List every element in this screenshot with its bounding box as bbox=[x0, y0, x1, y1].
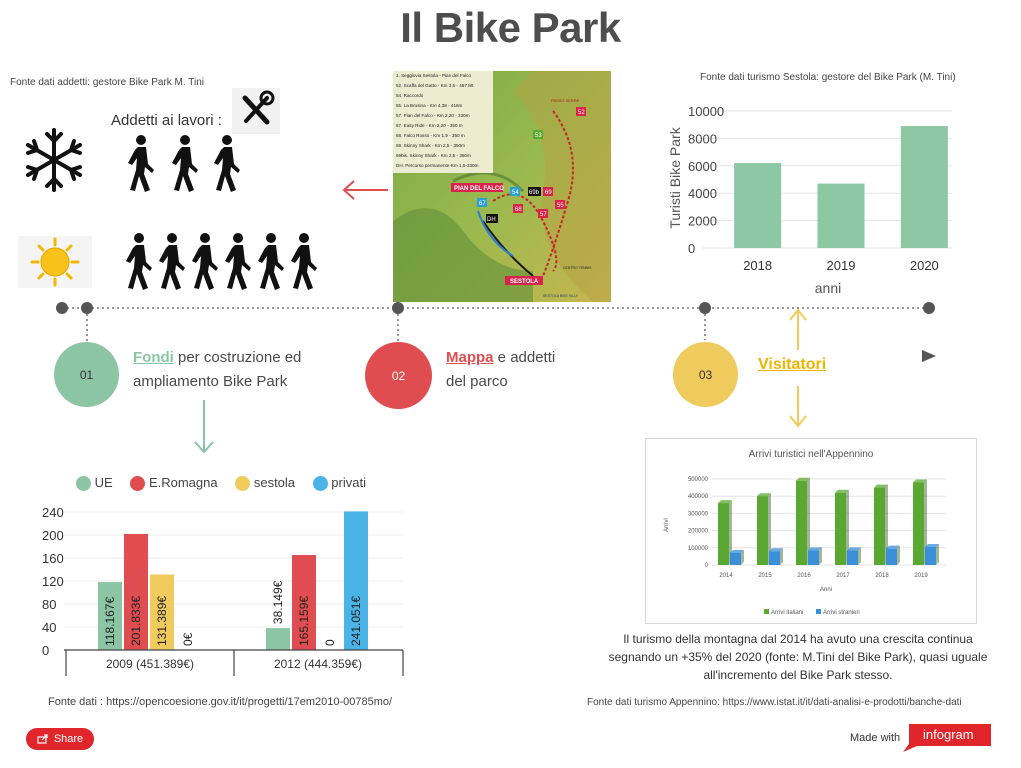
timeline-dot bbox=[392, 302, 404, 314]
bar bbox=[718, 503, 729, 565]
legend-item-eromagna: E.Romagna bbox=[130, 475, 217, 490]
bars bbox=[734, 126, 948, 248]
tourism-text: Il turismo della montagna dal 2014 ha avuto una crescita continua segnando un +35% del 2020 (fonte: M.Tini del Bike Park), quasi uguale all'incremento del Bike Park stesso. bbox=[608, 632, 988, 682]
x-tick-label: 2018 bbox=[743, 258, 773, 273]
walker-icon bbox=[225, 233, 251, 290]
data-label: 165.159€ bbox=[297, 595, 311, 646]
share-icon bbox=[37, 734, 48, 744]
step-03-circle[interactable]: 03 bbox=[673, 342, 738, 407]
x-tick-label: 2015 bbox=[758, 573, 772, 579]
funds-legend bbox=[76, 475, 366, 491]
sun-icon bbox=[18, 236, 92, 288]
y-axis-label: Arrivi bbox=[664, 518, 670, 532]
data-label: 0 bbox=[323, 639, 337, 646]
bar-side bbox=[897, 546, 900, 565]
timeline-dot bbox=[699, 302, 711, 314]
made-with-label: Made with bbox=[850, 732, 901, 744]
x-axis-ticks bbox=[743, 258, 939, 273]
staff-label: Addetti ai lavori : bbox=[111, 112, 222, 129]
map-trail-52: 52 bbox=[578, 110, 585, 116]
y-tick-label: 400000 bbox=[687, 494, 708, 501]
bike-park-tourists-chart bbox=[662, 98, 972, 303]
legend-item-ue: UE bbox=[76, 475, 113, 490]
timeline bbox=[50, 298, 950, 322]
bar bbox=[874, 488, 885, 565]
step-02-line2: del parco bbox=[446, 373, 508, 390]
x-tick-label: 2016 bbox=[797, 573, 811, 579]
arrow-left-icon bbox=[340, 178, 390, 202]
map-legend-item: DH. Percorso permanente-Km 1,5-330m bbox=[396, 163, 479, 168]
arrow-down-icon bbox=[193, 398, 215, 456]
data-label: 131.389€ bbox=[155, 595, 169, 646]
bar-side bbox=[858, 547, 861, 565]
y-gridlines bbox=[712, 479, 946, 565]
funds-source: Fonte dati : https://opencoesione.gov.it/it/progetti/17em2010-00785mo/ bbox=[48, 696, 393, 708]
step-01-line2: ampliamento Bike Park bbox=[133, 373, 288, 390]
summer-staff-icons bbox=[124, 232, 324, 292]
legend-item-privati: privati bbox=[313, 475, 366, 490]
map-legend-item: 67. Easy Ride - Km 2,20 - 350 m bbox=[396, 123, 463, 128]
map-trail-57: 57 bbox=[540, 212, 547, 218]
x-tick-label: 2014 bbox=[719, 573, 733, 579]
y-tick-label: 40 bbox=[42, 620, 57, 635]
x-tick-label: 2020 bbox=[909, 258, 939, 273]
trail-map[interactable] bbox=[393, 71, 611, 302]
data-label: 241.051€ bbox=[349, 595, 363, 646]
map-trail-68: 68 bbox=[515, 207, 522, 213]
bar bbox=[818, 184, 865, 248]
y-tick-label: 0 bbox=[688, 241, 696, 256]
map-trail-54: 54 bbox=[512, 190, 519, 196]
x-axis-label: Anni bbox=[819, 587, 833, 593]
y-tick-label: 120 bbox=[42, 574, 64, 589]
y-tick-label: 0 bbox=[704, 563, 708, 569]
tourism-appennino-source: Fonte dati turismo Appennino: https://www.istat.it/it/dati-analisi-e-prodotti/banche-dati bbox=[587, 697, 962, 708]
map-trail-dh: DH bbox=[487, 217, 496, 223]
appennino-legend bbox=[764, 609, 860, 616]
walker-icon bbox=[172, 135, 198, 192]
connector bbox=[700, 314, 710, 340]
play-icon[interactable] bbox=[920, 348, 938, 364]
infogram-brand: infogram bbox=[923, 727, 974, 742]
bar bbox=[835, 493, 846, 565]
y-tick-label: 2000 bbox=[688, 213, 717, 229]
mappa-link[interactable]: Mappa bbox=[446, 349, 494, 366]
walker-icon bbox=[258, 233, 284, 290]
y-tick-label: 100000 bbox=[687, 545, 708, 552]
map-trail-55: 55 bbox=[557, 203, 564, 209]
y-tick-label: 200000 bbox=[687, 528, 708, 535]
x-tick-label: 2018 bbox=[875, 573, 889, 579]
x-axis-label: anni bbox=[814, 280, 842, 296]
x-tick-label: 2012 (444.359€) bbox=[273, 657, 363, 671]
walker-icon bbox=[159, 233, 185, 290]
y-tick-label: 500000 bbox=[687, 477, 708, 483]
y-axis-label: Turisti Bike Park bbox=[667, 127, 683, 229]
x-tick-label: 2009 (451.389€) bbox=[105, 657, 195, 671]
bar-side bbox=[819, 547, 822, 565]
x-tick-label: 2017 bbox=[836, 573, 850, 579]
map-legend-item: 55. La Brusina - Km 4,38 - 416m bbox=[396, 103, 463, 108]
step-01-text-after: per costruzione ed bbox=[173, 349, 302, 366]
map-legend-item: 69bis. Skinny Shark - Km 2,5 - 350m bbox=[396, 153, 471, 158]
bar bbox=[925, 547, 936, 565]
bar bbox=[901, 126, 948, 248]
map-legend-item: 69. Skinny Shark - Km 2,5 - 350m bbox=[396, 143, 465, 148]
step-02-circle[interactable]: 02 bbox=[365, 342, 432, 409]
map-trail-53: 53 bbox=[535, 133, 542, 139]
bar bbox=[730, 553, 741, 565]
appennino-chart bbox=[646, 439, 976, 623]
x-tick-label: 2019 bbox=[914, 573, 928, 579]
walker-icon bbox=[291, 233, 317, 290]
map-trail-69b: 69b bbox=[529, 190, 540, 196]
map-label-centro: CENTRO TENNIS bbox=[563, 266, 592, 270]
tools-icon bbox=[232, 88, 280, 134]
map-label-pian-del-falco: PIAN DEL FALCO bbox=[454, 186, 504, 192]
y-tick-label: 160 bbox=[42, 551, 64, 566]
winter-staff-icons bbox=[126, 134, 251, 194]
x-axis-ticks bbox=[719, 573, 928, 579]
legend-item-sestola: sestola bbox=[235, 475, 295, 490]
map-label-passo-serre: PASSO SERRE bbox=[551, 98, 580, 103]
bar bbox=[847, 550, 858, 565]
share-label: Share bbox=[53, 733, 84, 745]
data-label: 0€ bbox=[181, 632, 195, 646]
timeline-dot bbox=[923, 302, 935, 314]
walker-icon bbox=[192, 233, 218, 290]
tourism-sestola-source: Fonte dati turismo Sestola: gestore del Bike Park (M. Tini) bbox=[700, 72, 956, 83]
bar bbox=[266, 628, 290, 650]
bar bbox=[796, 481, 807, 565]
y-tick-label: 80 bbox=[42, 597, 57, 612]
y-tick-label: 300000 bbox=[687, 511, 708, 518]
map-trail-69: 69 bbox=[545, 190, 552, 196]
y-axis-ticks bbox=[688, 104, 724, 256]
page-title: Il Bike Park bbox=[400, 4, 621, 51]
walker-icon bbox=[128, 135, 154, 192]
y-tick-label: 200 bbox=[42, 528, 64, 543]
timeline-dot bbox=[81, 302, 93, 314]
map-label-bike-village: SESTOLA BIKE VILLY bbox=[543, 294, 579, 298]
map-label-sestola: SESTOLA bbox=[510, 279, 539, 285]
y-tick-label: 8000 bbox=[688, 131, 717, 147]
bar bbox=[734, 163, 781, 248]
map-legend-item: 57. Pian del Falco - Km 2,20 - 330m bbox=[396, 113, 470, 118]
x-tick-label: 2019 bbox=[826, 258, 856, 273]
y-axis-ticks bbox=[688, 477, 709, 569]
data-label: 118.167€ bbox=[103, 596, 117, 646]
y-tick-label: 0 bbox=[42, 643, 50, 658]
visitatori-link[interactable]: Visitatori bbox=[758, 356, 827, 373]
bar bbox=[886, 549, 897, 565]
bar bbox=[913, 482, 924, 565]
infogram-logo[interactable] bbox=[903, 724, 991, 752]
step-01-circle[interactable]: 01 bbox=[54, 342, 119, 407]
snowflake-icon bbox=[20, 126, 88, 194]
chart-title: Arrivi turistici nell'Appennino bbox=[748, 449, 874, 460]
walker-icon bbox=[126, 233, 152, 290]
funds-chart bbox=[38, 500, 408, 678]
legend-item-stranieri: Arrivi stranieri bbox=[823, 610, 860, 616]
data-label: 201.833€ bbox=[129, 595, 143, 646]
bar-side bbox=[936, 544, 939, 565]
y-tick-label: 4000 bbox=[688, 186, 717, 202]
map-legend-item: 52. Scaffa del Gatto - Km 3,5 - 467 Mt bbox=[396, 83, 474, 88]
y-tick-label: 10000 bbox=[688, 104, 725, 119]
step-02-text-after: e addetti bbox=[493, 349, 556, 366]
bars bbox=[718, 478, 939, 565]
bar bbox=[757, 496, 768, 565]
y-axis-ticks bbox=[42, 505, 64, 658]
share-button[interactable] bbox=[26, 728, 94, 750]
bar bbox=[808, 550, 819, 565]
timeline-dot bbox=[56, 302, 68, 314]
y-tick-label: 240 bbox=[42, 505, 64, 520]
fondi-link[interactable]: Fondi bbox=[133, 349, 174, 366]
x-axis-ticks bbox=[64, 650, 403, 676]
data-label: 38.149€ bbox=[271, 580, 285, 625]
legend-item-italiani: Arrivi italiani bbox=[771, 610, 804, 616]
step-02-text bbox=[446, 346, 626, 394]
map-legend-item: 54. Raccordo bbox=[396, 93, 424, 98]
appennino-chart-box bbox=[645, 438, 977, 624]
staff-source: Fonte dati addetti: gestore Bike Park M. Tini bbox=[10, 77, 204, 88]
walker-icon bbox=[214, 135, 240, 192]
double-arrow-icon bbox=[788, 306, 808, 430]
step-01-text bbox=[133, 346, 363, 394]
map-legend-item: 68. Falco Rosso - Km 1,9 - 350 m bbox=[396, 133, 465, 138]
map-trail-67: 67 bbox=[479, 201, 486, 207]
bar bbox=[769, 551, 780, 565]
map-legend-item: 1. Seggiovia Sestola - Pian del Falco bbox=[396, 73, 472, 78]
y-tick-label: 6000 bbox=[688, 158, 717, 174]
